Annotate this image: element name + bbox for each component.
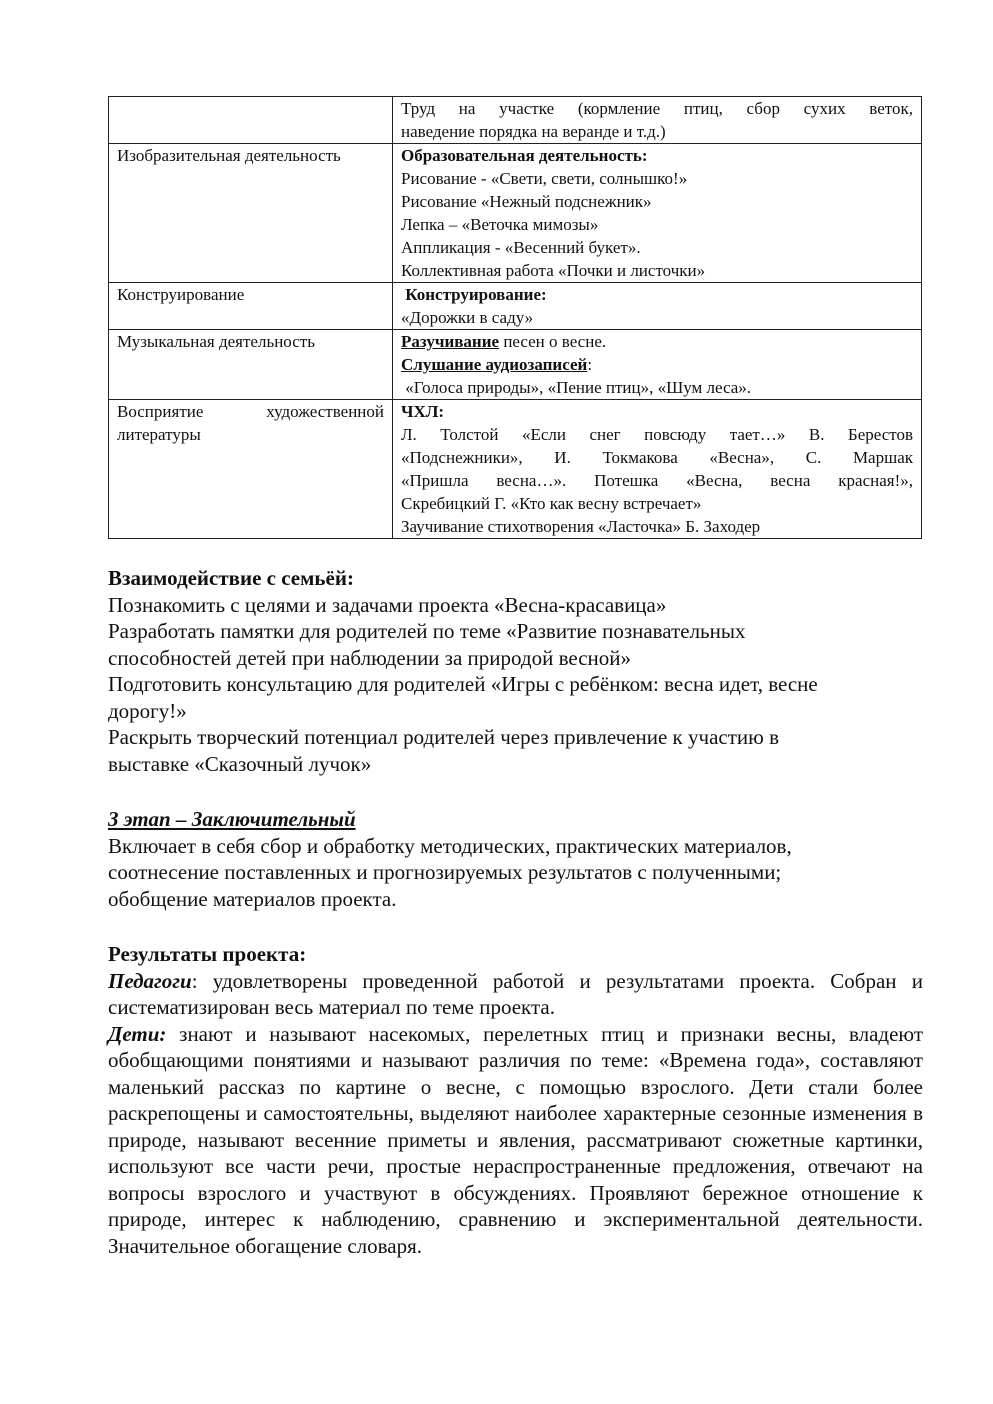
section-heading: Результаты проекта: <box>108 942 307 966</box>
text-line: Л. Толстой «Если снег повсюду тает…» В. Берестов <box>401 425 913 444</box>
text-line: Включает в себя сбор и обработку методических, практических материалов, <box>108 833 792 858</box>
teachers-paragraph <box>108 968 923 1021</box>
text-line: «Голоса природы», «Пение птиц», «Шум леса». <box>401 378 752 397</box>
section-heading: Взаимодействие с семьёй: <box>108 566 354 590</box>
text-line: дорогу!» <box>108 698 187 723</box>
text-line: Познакомить с целями и задачами проекта «Весна-красавица» <box>108 592 667 617</box>
text-line: Труд на участке (кормление птиц, сбор сухих веток, <box>401 99 913 118</box>
table-row <box>109 400 922 539</box>
teachers-label: Педагоги <box>108 968 192 993</box>
stage3-section <box>108 806 923 912</box>
table-cell-category: Конструирование <box>109 283 393 330</box>
text-line: «Пришла весна…». Потешка «Весна, весна красная!», <box>401 471 913 490</box>
text-line: «Подснежники», И. Токмакова «Весна», С. Маршак <box>401 448 913 467</box>
results-section <box>108 941 923 1259</box>
text-line: Разработать памятки для родителей по теме «Развитие познавательных <box>108 619 746 643</box>
table-cell-content <box>393 144 922 283</box>
table-cell-category: Изобразительная деятельность <box>109 144 393 283</box>
text-line: обобщение материалов проекта. <box>108 886 397 911</box>
table-cell-content <box>393 283 922 330</box>
table-cell-category <box>109 400 393 539</box>
text-line: Восприятие художественной <box>117 402 384 421</box>
children-paragraph <box>108 1021 923 1260</box>
text-line: Лепка – «Веточка мимозы» <box>401 215 599 234</box>
text-fragment: : <box>587 355 593 374</box>
table-cell-category: Музыкальная деятельность <box>109 330 393 400</box>
text-line: «Дорожки в саду» <box>401 308 534 327</box>
text-line: Подготовить консультацию для родителей «Игры с ребёнком: весна идет, весне <box>108 672 818 696</box>
table-cell-content <box>393 330 922 400</box>
paragraph-text: : удовлетворены проведенной работой и результатами проекта. Собран и систематизирован весь материал по теме проекта. <box>108 968 923 1019</box>
underlined-term: Слушание аудиозаписей <box>401 355 588 374</box>
text-line: способностей детей при наблюдении за природой весной» <box>108 645 632 670</box>
family-section <box>108 565 923 777</box>
text-line: Заучивание стихотворения «Ласточка» Б. Заходер <box>401 517 761 536</box>
activities-table <box>108 96 922 539</box>
text-line <box>401 330 913 353</box>
section-heading: 3 этап – Заключительный <box>108 807 356 831</box>
text-line: литературы <box>117 425 201 444</box>
table-row <box>109 144 922 283</box>
text-line: Аппликация - «Весенний букет». <box>401 238 641 257</box>
text-line: соотнесение поставленных и прогнозируемых результатов с полученными; <box>108 860 782 884</box>
cell-heading: Конструирование: <box>401 285 547 304</box>
table-row <box>109 283 922 330</box>
cell-heading: Образовательная деятельность: <box>401 146 648 165</box>
table-cell-content <box>393 400 922 539</box>
children-label: Дети: <box>108 1021 167 1046</box>
text-fragment: песен о весне. <box>499 332 607 351</box>
text-line: Коллективная работа «Почки и листочки» <box>401 261 706 280</box>
table-row <box>109 330 922 400</box>
table-cell-empty <box>109 97 393 144</box>
cell-heading: ЧХЛ: <box>401 402 445 421</box>
table-row <box>109 97 922 144</box>
text-line: Рисование «Нежный подснежник» <box>401 192 652 211</box>
text-line: выставке «Сказочный лучок» <box>108 751 372 776</box>
text-line: Рисование - «Свети, свети, солнышко!» <box>401 169 688 188</box>
text-line <box>401 353 913 376</box>
text-line: Раскрыть творческий потенциал родителей через привлечение к участию в <box>108 725 779 749</box>
text-line: наведение порядка на веранде и т.д.) <box>401 122 666 141</box>
text-line: Скребицкий Г. «Кто как весну встречает» <box>401 494 702 513</box>
table-cell-content <box>393 97 922 144</box>
underlined-term: Разучивание <box>401 332 500 351</box>
paragraph-text: знают и называют насекомых, перелетных птиц и признаки весны, владеют обобщающими понятиями и называют различия по теме: «Времена года», составляют маленький рассказ по картине о весне, с помощью взрослого. Дети стали более раскрепощены и самостоятельны, выделяют наиболее характерные сезонные изменения в природе, называют весенние приметы и явления, рассматривают сюжетные картинки, используют все части речи, простые нераспространенные предложения, отвечают на вопросы взрослого и участвуют в обсуждениях. Проявляют бережное отношение к природе, интерес к наблюдению, сравнению и экспериментальной деятельности. Значительное обогащение словаря. <box>108 1021 923 1258</box>
